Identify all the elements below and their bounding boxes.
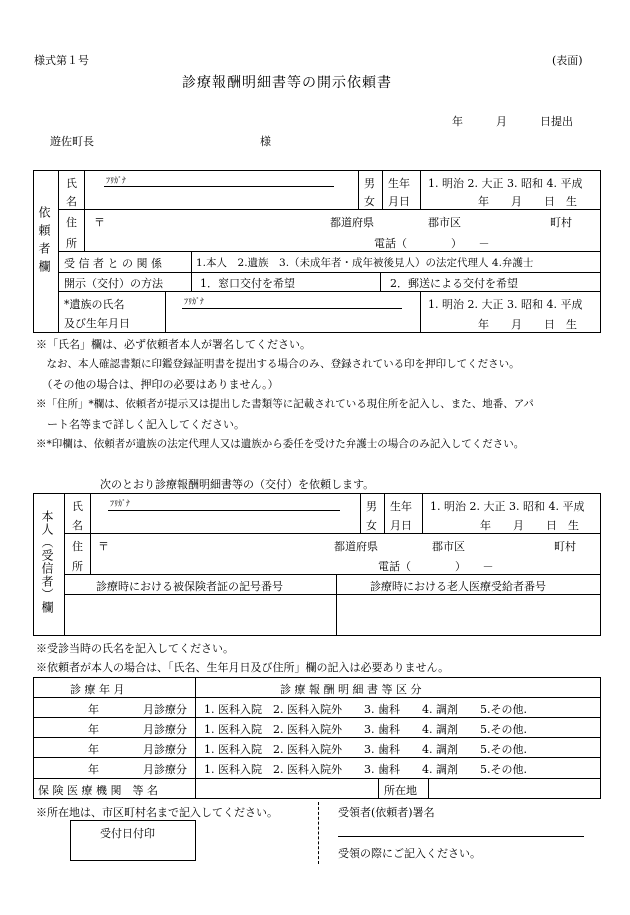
patient-address-label-2: 所	[72, 560, 83, 573]
method-label: 開示（交付）の方法	[64, 277, 163, 290]
address-label-1: 住	[66, 216, 77, 229]
note-line: ※受診当時の氏名を記入してください。	[36, 642, 234, 655]
patient-era-options: 1. 明治 2. 大正 3. 昭和 4. 平成	[430, 500, 585, 513]
patient-town-label: 町村	[554, 540, 576, 553]
addressee: 遊佐町長	[50, 135, 94, 148]
signature-note: 受領の際にご記入ください。	[338, 847, 481, 860]
request-statement: 次のとおり診療報酬明細書等の（交付）を依頼します。	[100, 478, 375, 491]
note-line: ※「氏名」欄は、必ず依頼者本人が署名してください。	[36, 338, 311, 351]
bereaved-furigana-label: ﾌﾘｶﾞﾅ	[184, 297, 204, 306]
patient-section-label: 本人（受信者）欄	[40, 510, 54, 614]
sex-female: 女	[364, 195, 375, 208]
patient-name-label-2: 名	[72, 519, 83, 532]
patient-postal-mark: 〒	[98, 540, 109, 553]
claim-types: 1. 医科入院 2. 医科入院外 3. 歯科 4. 調剤 5.その他.	[204, 763, 527, 776]
birth-label-1: 生年	[388, 177, 410, 190]
claim-types: 1. 医科入院 2. 医科入院外 3. 歯科 4. 調剤 5.その他.	[204, 743, 527, 756]
relation-options: 1.本人 2.遺族 3.（未成年者・成年被後見人）の法定代理人 4.弁護士	[196, 257, 534, 269]
location-label: 所在地	[384, 784, 417, 797]
page-title: 診療報酬明細書等の開示依頼書	[182, 75, 392, 91]
patient-birth-label-2: 月日	[390, 519, 412, 532]
signature-label: 受領者(依頼者)署名	[338, 806, 435, 819]
insured-number-label: 診療時における被保険者証の記号番号	[96, 580, 283, 593]
institution-label: 保 険 医 療 機 関 等 名	[38, 784, 158, 797]
note-line: ※*印欄は、依頼者が遺族の法定代理人又は遺族から委任を受けた弁護士の場合のみ記入してください。	[36, 438, 525, 450]
patient-city-label: 郡市区	[432, 540, 465, 553]
bereaved-birth-date-format: 年 月 日 生	[478, 318, 577, 331]
patient-phone-label: 電話（ ） －	[378, 560, 494, 573]
prefecture-label: 都道府県	[330, 216, 374, 229]
claim-types: 1. 医科入院 2. 医科入院外 3. 歯科 4. 調剤 5.その他.	[204, 703, 527, 716]
patient-birth-label-1: 生年	[390, 500, 412, 513]
name-label-1: 氏	[66, 177, 77, 190]
note-line: （その他の場合は、押印の必要はありません。）	[36, 378, 279, 391]
era-options: 1. 明治 2. 大正 3. 昭和 4. 平成	[428, 177, 583, 190]
postal-mark: 〒	[94, 216, 105, 229]
claims-month-header: 診 療 年 月	[70, 683, 125, 696]
method-option-mail: 2．郵送による交付を希望	[390, 277, 518, 290]
claims-type-header: 診 療 報 酬 明 細 書 等 区 分	[280, 683, 422, 696]
elderly-number-label: 診療時における老人医療受給者番号	[370, 580, 546, 593]
patient-furigana-label: ﾌﾘｶﾞﾅ	[110, 499, 130, 508]
bereaved-label-1: *遺族の氏名	[64, 298, 125, 311]
form-number: 様式第１号	[34, 54, 89, 67]
town-label: 町村	[550, 216, 572, 229]
note-line: なお、本人確認書類に印鑑登録証明書を提出する場合のみ、登録されている印を押印してください。	[36, 358, 520, 370]
claim-month: 年 月診療分	[88, 703, 187, 716]
claim-month: 年 月診療分	[88, 763, 187, 776]
bereaved-label-2: 及び生年月日	[64, 317, 130, 330]
reception-stamp-label: 受付日付印	[100, 827, 155, 840]
submission-date-line: 年 月 日提出	[452, 115, 573, 128]
patient-birth-date-format: 年 月 日 生	[480, 519, 579, 532]
sex-male: 男	[364, 177, 375, 190]
note-line: ※依頼者が本人の場合は、「氏名、生年月日及び住所」欄の記入は必要ありません。	[36, 661, 450, 674]
note-line: ※「住所」*欄は、依頼者が提示又は提出した書類等に記載されている現住所を記入し、また、地番、アパ	[36, 398, 534, 410]
birth-label-2: 月日	[388, 195, 410, 208]
claim-month: 年 月診療分	[88, 723, 187, 736]
claim-month: 年 月診療分	[88, 743, 187, 756]
relation-label: 受 信 者 と の 関 係	[64, 257, 162, 270]
patient-sex-male: 男	[366, 500, 377, 513]
patient-prefecture-label: 都道府県	[334, 540, 378, 553]
phone-label: 電話（ ） －	[374, 237, 490, 250]
furigana-label: ﾌﾘｶﾞﾅ	[106, 176, 126, 185]
claim-types: 1. 医科入院 2. 医科入院外 3. 歯科 4. 調剤 5.その他.	[204, 723, 527, 736]
birth-date-format: 年 月 日 生	[478, 195, 577, 208]
addressee-honorific: 様	[260, 135, 271, 148]
patient-name-label-1: 氏	[72, 500, 83, 513]
patient-table	[33, 493, 601, 636]
patient-address-label-1: 住	[72, 540, 83, 553]
city-label: 郡市区	[428, 216, 461, 229]
page-side-label: (表面)	[552, 54, 583, 67]
note-line: ート名等まで詳しく記入してください。	[36, 418, 245, 431]
address-label-2: 所	[66, 237, 77, 250]
bereaved-era-options: 1. 明治 2. 大正 3. 昭和 4. 平成	[428, 298, 583, 311]
method-option-counter: 1．窓口交付を希望	[200, 277, 295, 290]
requester-section-label: 依頼者欄	[37, 206, 51, 278]
name-label-2: 名	[66, 195, 77, 208]
patient-sex-female: 女	[366, 519, 377, 532]
footer-note: ※所在地は、市区町村名まで記入してください。	[36, 806, 278, 819]
